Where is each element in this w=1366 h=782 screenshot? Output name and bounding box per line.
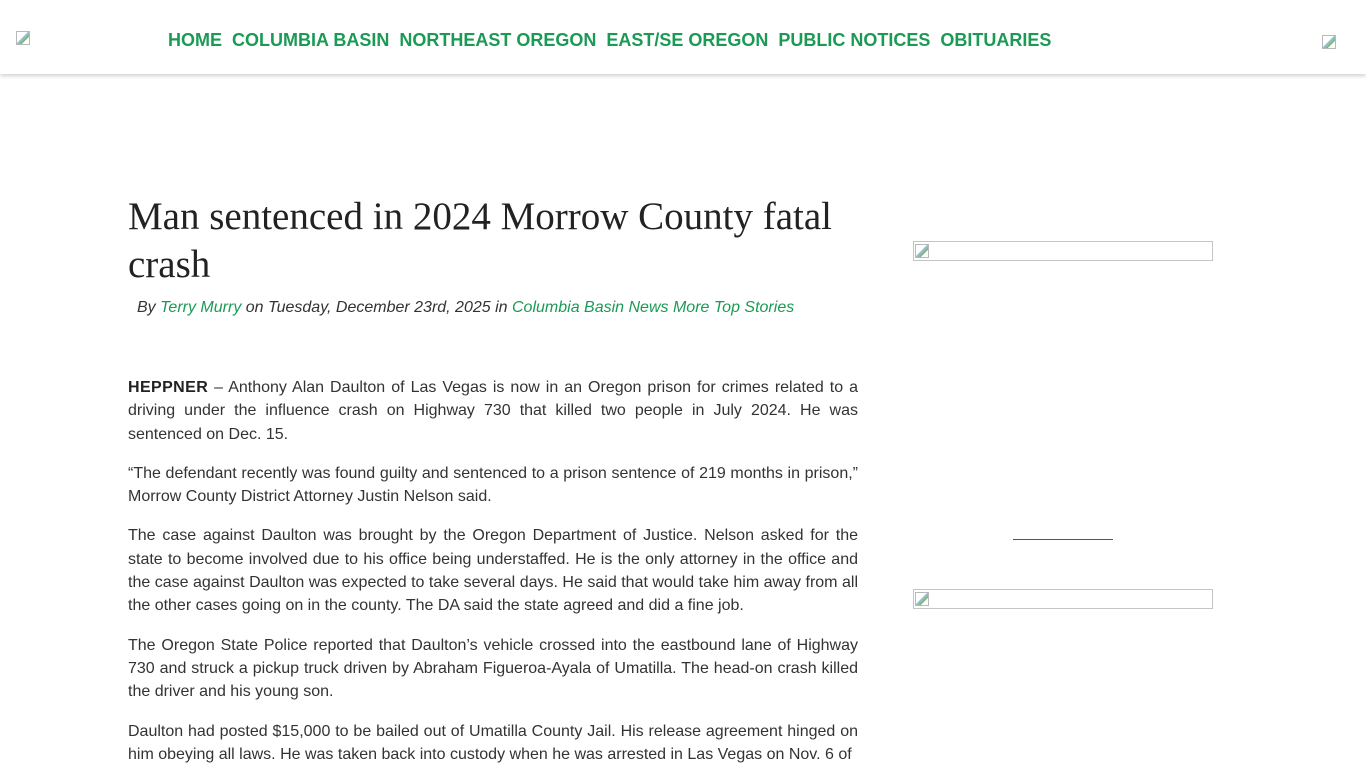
sidebar-ad-2[interactable] <box>913 589 1213 609</box>
article-dateline: HEPPNER <box>128 379 209 396</box>
site-logo[interactable] <box>16 31 32 47</box>
broken-image-icon <box>16 31 30 45</box>
article-byline <box>137 299 794 317</box>
article-body <box>128 376 858 782</box>
byline-by: By <box>137 299 156 316</box>
article-paragraph: “The defendant recently was found guilty and sentenced to a prison sentence of 219 months in prison,” Morrow County District Attorney Justin Nelson said. <box>128 464 858 506</box>
nav-east-se-oregon[interactable]: EAST/SE OREGON <box>606 30 769 50</box>
paragraph-text: – Anthony Alan Daulton of Las Vegas is now in an Oregon prison for crimes related to a driving under the influence crash on Highway 730 that killed two people in July 2024. He was sentenced on Dec. 15. <box>128 379 858 443</box>
author-link[interactable]: Terry Murry <box>160 299 242 316</box>
nav-columbia-basin[interactable]: COLUMBIA BASIN <box>232 30 390 50</box>
nav-northeast-oregon[interactable]: NORTHEAST OREGON <box>399 30 597 50</box>
article-paragraph: Daulton had posted $15,000 to be bailed out of Umatilla County Jail. His release agreement hinged on him obeying all laws. He was taken back into custody when he was arrested in Las Vegas on Nov. 6 of <box>128 722 858 763</box>
broken-image-icon <box>915 244 929 258</box>
sidebar-divider <box>1013 539 1113 540</box>
broken-image-icon <box>915 592 929 606</box>
nav-home[interactable]: HOME <box>168 30 222 50</box>
sidebar-ad-1[interactable] <box>913 241 1213 261</box>
article-paragraph: The case against Daulton was brought by the Oregon Department of Justice. Nelson asked for the state to become involved due to his office being understaffed. He is the only attorney in the office and the case against Daulton was expected to take several days. He said that would take him away from all the other cases going on in the county. The DA said the state agreed and did a fine job. <box>128 527 858 615</box>
byline-date: on Tuesday, December 23rd, 2025 in <box>245 299 508 316</box>
main-nav <box>168 29 1051 51</box>
article-paragraph <box>128 376 858 446</box>
site-header <box>0 0 1366 74</box>
category-link-more-top-stories[interactable]: More Top Stories <box>672 299 795 316</box>
article-paragraph: The Oregon State Police reported that Daulton’s vehicle crossed into the eastbound lane of Highway 730 and struck a pickup truck driven by Abraham Figueroa-Ayala of Umatilla. The head-on crash killed the driver and his young son. <box>128 636 858 701</box>
nav-public-notices[interactable]: PUBLIC NOTICES <box>778 30 931 50</box>
broken-image-icon <box>1322 35 1336 49</box>
header-right-image[interactable] <box>1322 35 1338 51</box>
article-title: Man sentenced in 2024 Morrow County fatal crash <box>128 195 833 286</box>
nav-obituaries[interactable]: OBITUARIES <box>940 30 1052 50</box>
category-link-columbia-basin-news[interactable]: Columbia Basin News <box>512 299 669 316</box>
